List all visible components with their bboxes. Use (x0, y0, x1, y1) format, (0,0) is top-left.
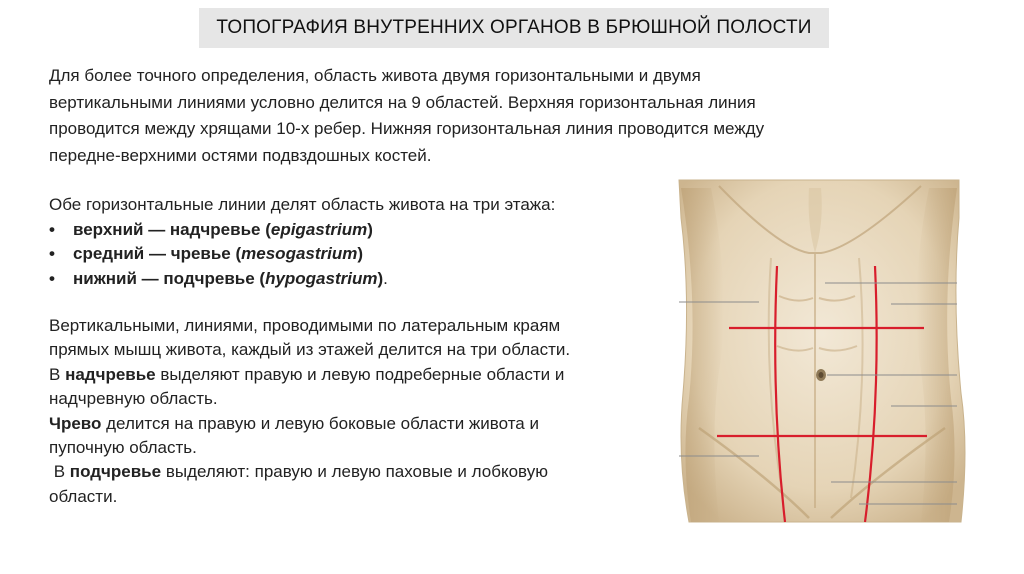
intro-line: проводится между хрящами 10-х ребер. Нижняя горизонтальная линия проводится между (49, 119, 765, 138)
list-item (49, 242, 649, 267)
mesogastrium-line (49, 412, 649, 436)
floor-name: верхний — надчревье ( (73, 219, 271, 239)
text-span: В (49, 364, 66, 384)
floor-tail: . (383, 268, 388, 288)
floor-latin: mesogastrium (241, 244, 358, 263)
intro-line: Для более точного определения, область живота двумя горизонтальными и двумя (49, 66, 701, 85)
floors-list (49, 218, 649, 292)
hypogastrium-line (49, 460, 649, 484)
regions-line: пупочную область. (49, 438, 197, 458)
list-item (49, 267, 649, 292)
floor-name: нижний — подчревье ( (73, 268, 266, 288)
intro-line: передне-верхними остями подвздошных костей. (49, 145, 432, 165)
list-item (49, 218, 649, 243)
floor-close: ) (367, 219, 373, 239)
floor-close: ) (357, 244, 364, 263)
floor-latin: hypogastrium (265, 268, 378, 288)
title-banner (199, 8, 829, 48)
intro-paragraph (49, 63, 909, 169)
navel-center (819, 372, 824, 378)
regions-line: Вертикальными, линиями, проводимыми по латеральным краям (49, 316, 561, 335)
bold-term: подчревье (69, 462, 162, 482)
abdomen-illustration (659, 178, 979, 526)
floor-close: ) (377, 268, 384, 288)
regions-line: прямых мышц живота, каждый из этажей делится на три области. (49, 340, 571, 360)
epigastrium-line (49, 363, 649, 387)
floors-section (49, 193, 649, 291)
page-title: ТОПОГРАФИЯ ВНУТРЕННИХ ОРГАНОВ В БРЮШНОЙ ПОЛОСТИ (216, 17, 812, 38)
regions-section (49, 314, 649, 509)
text-span: выделяют: правую и левую паховые и лобковую (161, 462, 548, 482)
text-span: делится на правую и левую боковые области живота и (101, 413, 539, 433)
floors-lead: Обе горизонтальные линии делят область живота на три этажа: (49, 195, 556, 214)
regions-line: области. (49, 486, 118, 506)
text-span: выделяют правую и левую подреберные области и (155, 364, 565, 384)
bold-term: Чрево (49, 413, 102, 433)
intro-line: вертикальными линиями условно делится на 9 областей. Верхняя горизонтальная линия (49, 92, 756, 112)
floor-name: средний — чревье ( (73, 244, 242, 263)
abdomen-diagram (659, 178, 979, 526)
regions-line: надчревную область. (49, 389, 218, 409)
text-span: В (49, 462, 70, 482)
bold-term: надчревье (65, 364, 156, 384)
floor-latin: epigastrium (270, 219, 368, 239)
